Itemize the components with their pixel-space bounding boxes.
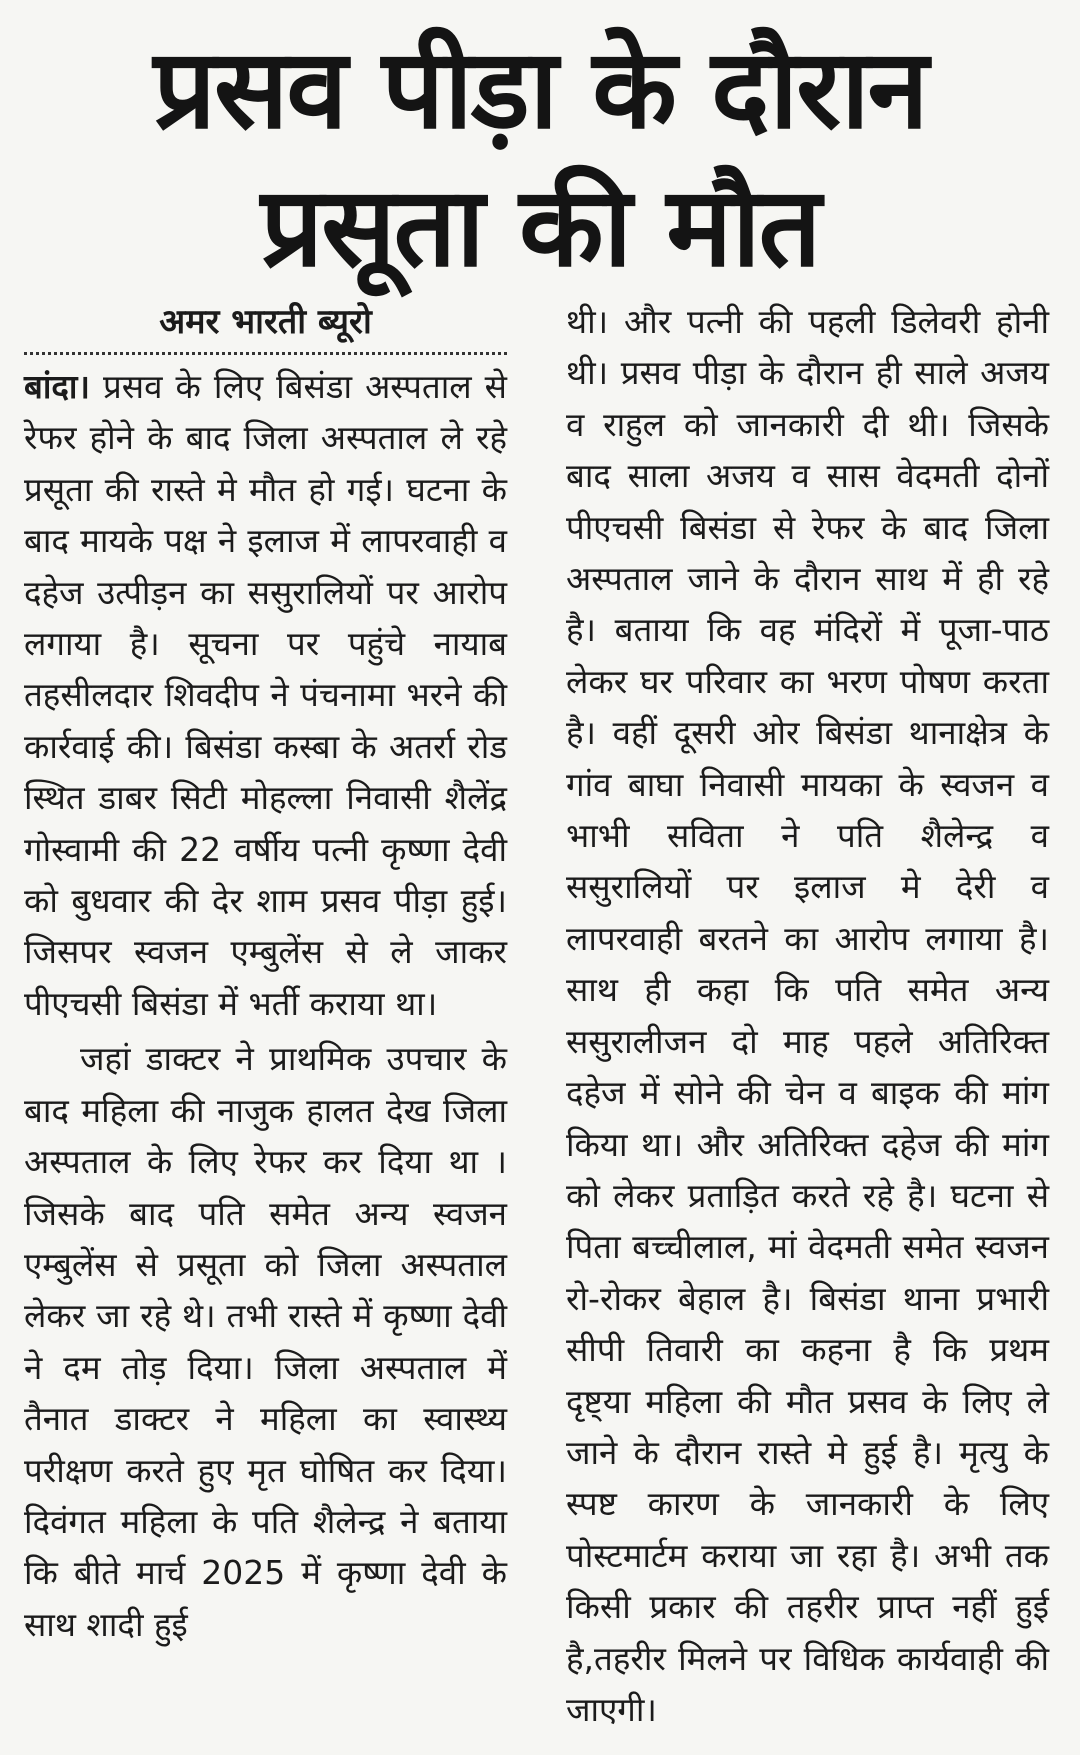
article-paragraph-2: जहां डाक्टर ने प्राथमिक उपचार के बाद महिला की नाजुक हालत देख जिला अस्पताल के लिए रेफर कर दिया था ।जिसके बाद पति समेत अन्य स्वजन एम्बुलेंस से प्रसूता को जिला अस्पताल लेकर जा रहे थे। तभी रास्ते में कृष्णा देवी ने दम तोड़ दिया। जिला अस्पताल में तैनात डाक्टर ने महिला का स्वास्थ्य परीक्षण करते हुए मृत घोषित कर दिया। दिवंगत महिला के पति शैलेन्द्र ने बताया कि बीते मार्च 2025 में कृष्णा देवी के साथ शादी हुई — [24, 1039, 507, 1644]
headline-line-2: प्रसूता की मौत — [260, 163, 820, 291]
article-paragraph-1 — [24, 361, 507, 1029]
dateline: बांदा। — [24, 367, 90, 406]
article-paragraph-1-text: प्रसव के लिए बिसंडा अस्पताल से रेफर होने के बाद जिला अस्पताल ले रहे प्रसूता की रास्ते मे मौत हो गई। घटना के बाद मायके पक्ष ने इलाज में लापरवाही व दहेज उत्पीड़न का ससुरालियों पर आरोप लगाया है। सूचना पर पहुंचे नायाब तहसीलदार शिवदीप ने पंचनामा भरने की कार्रवाई की। बिसंडा कस्बा के अतर्रा रोड स्थित डाबर सिटी मोहल्ला निवासी शैलेंद्र गोस्वामी की 22 वर्षीय पत्नी कृष्णा देवी को बुधवार की देर शाम प्रसव पीड़ा हुई। जिसपर स्वजन एम्बुलेंस से ले जाकर पीएचसी बिसंडा में भर्ती कराया था। — [24, 367, 507, 1023]
article-column-right — [566, 296, 1049, 1735]
headline — [0, 20, 1080, 296]
article-column-left — [24, 296, 507, 1650]
byline: अमर भारती ब्यूरो — [24, 296, 507, 355]
headline-line-1: प्रसव पीड़ा के दौरान — [153, 25, 927, 153]
article-paragraph-3: थी। और पत्नी की पहली डिलेवरी होनी थी। प्रसव पीड़ा के दौरान ही साले अजय व राहुल को जानकारी दी थी। जिसके बाद साला अजय व सास वेदमती दोनों पीएचसी बिसंडा से रेफर के बाद जिला अस्पताल जाने के दौरान साथ में ही रहे है। बताया कि वह मंदिरों में पूजा-पाठ लेकर घर परिवार का भरण पोषण करता है। वहीं दूसरी ओर बिसंडा थानाक्षेत्र के गांव बाघा निवासी मायका के स्वजन व भाभी सविता ने पति शैलेन्द्र व ससुरालियों पर इलाज मे देरी व लापरवाही बरतने का आरोप लगाया है। साथ ही कहा कि पति समेत अन्य ससुरालीजन दो माह पहले अतिरिक्त दहेज में सोने की चेन व बाइक की मांग किया था। और अतिरिक्त दहेज की मांग को लेकर प्रताड़ित करते रहे है। घटना से पिता बच्चीलाल, मां वेदमती समेत स्वजन रो-रोकर बेहाल है। बिसंडा थाना प्रभारी सीपी तिवारी का कहना है कि प्रथम दृष्ट्या महिला की मौत प्रसव के लिए ले जाने के दौरान रास्ते मे हुई है। मृत्यु के स्पष्ट कारण के जानकारी के लिए पोस्टमार्टम कराया जा रहा है। अभी तक किसी प्रकार की तहरीर प्राप्त नहीं हुई है,तहरीर मिलने पर विधिक कार्यवाही की जाएगी। — [566, 302, 1049, 1729]
